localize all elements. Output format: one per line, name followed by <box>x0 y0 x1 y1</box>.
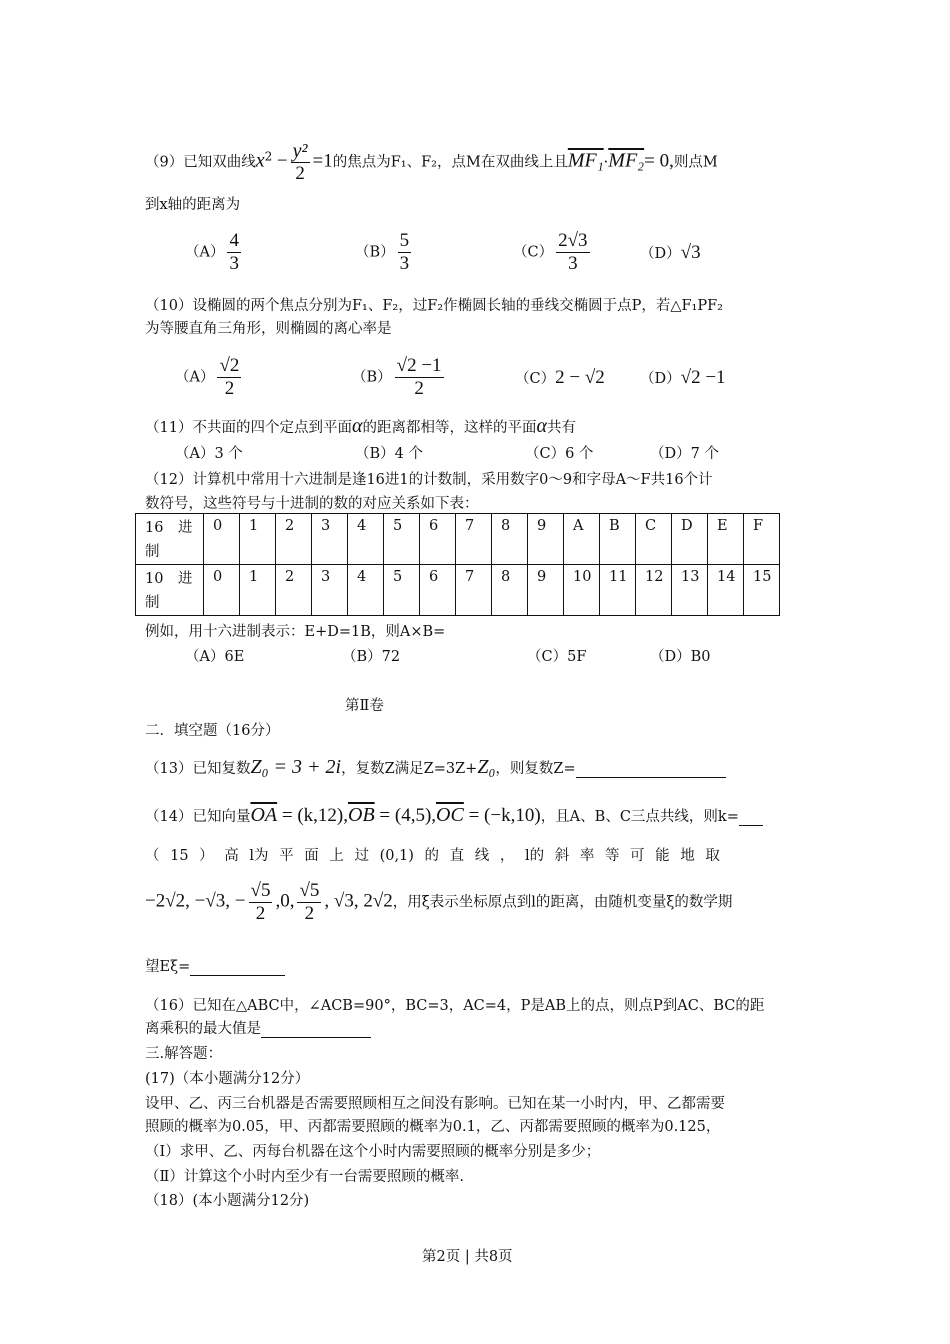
q18-title: （18）(本小题满分12分) <box>145 1193 310 1209</box>
table-cell: 3 <box>312 514 348 565</box>
q11-option-d: （D）7 个 <box>650 446 719 462</box>
q16-line1: （16）已知在△ABC中，∠ACB=90°，BC=3，AC=4，P是AB上的点，则点P到AC、BC的距 <box>145 998 765 1014</box>
table-cell: 4 <box>348 565 384 616</box>
table-cell: E <box>708 514 744 565</box>
section-heading: 二．填空题（16分） <box>145 723 280 739</box>
table-cell: 1 <box>240 514 276 565</box>
table-cell: 13 <box>672 565 708 616</box>
q16-line2: 离乘积的最大值是 <box>145 1017 371 1038</box>
table-cell: 10 <box>564 565 600 616</box>
q10-option-d: （D）√2 −1 <box>640 367 726 388</box>
q9-line1: （9）已知双曲线$x^2$ − $\frac{\text{y²}}{2}$ =1的焦点为F₁、F₂，点M在双曲线上且MF₁·MF₂= 0,则点M <box>145 140 718 184</box>
q10-line1: （10）设椭圆的两个焦点分别为F₁、F₂，过F₂作椭圆长轴的垂线交椭圆于点P，若△F₁PF₂ <box>145 298 723 314</box>
q12-line1: （12）计算机中常用十六进制是逢16进1的计数制，采用数字0～9和字母A～F共16个计 <box>145 472 713 488</box>
table-cell: C <box>636 514 672 565</box>
q15-line1: （ 15 ） 高 l为 平 面 上 过 (0,1) 的 直 线 ， l的 斜 率 等 可 能 地 取 <box>145 848 720 864</box>
table-cell: D <box>672 514 708 565</box>
q9-option-c: （C） $\frac{2√3}{3}$ <box>513 230 588 274</box>
row-header-decimal: 10 进制 <box>136 565 204 616</box>
q10-option-c: （C）2 − √2 <box>515 367 605 388</box>
table-cell: 8 <box>492 514 528 565</box>
table-cell: 1 <box>240 565 276 616</box>
section-title: 第Ⅱ卷 <box>345 698 384 714</box>
table-cell: 2 <box>276 514 312 565</box>
table-cell: B <box>600 514 636 565</box>
q17-line2: 照顾的概率为0.05，甲、丙都需要照顾的概率为0.1，乙、丙都需要照顾的概率为0.125， <box>145 1119 721 1135</box>
table-cell: 15 <box>744 565 780 616</box>
table-cell: 7 <box>456 565 492 616</box>
q17-part1: （Ⅰ）求甲、乙、丙每台机器在这个小时内需要照顾的概率分别是多少； <box>145 1144 601 1160</box>
q12-option-b: （B）72 <box>342 649 401 665</box>
q15-line3: 望Eξ= <box>145 955 285 976</box>
q13-line: （13）已知复数Z₀ = 3 + 2i，复数Z满足Z=3Z+Z₀，则复数Z= <box>145 756 726 779</box>
page-footer: 第2页 | 共8页 <box>422 1249 513 1265</box>
table-cell: 4 <box>348 514 384 565</box>
q9-option-d: （D）√3 <box>640 242 701 263</box>
table-cell: 9 <box>528 565 564 616</box>
q11-option-a: （A）3 个 <box>175 446 243 462</box>
table-cell: 0 <box>204 565 240 616</box>
table-row-decimal <box>136 565 780 616</box>
q12-line2: 数符号，这些符号与十进制的数的对应关系如下表： <box>145 496 479 512</box>
table-cell: F <box>744 514 780 565</box>
table-cell: 11 <box>600 565 636 616</box>
row-header-hex: 16 进制 <box>136 514 204 565</box>
table-cell: 8 <box>492 565 528 616</box>
table-cell: 9 <box>528 514 564 565</box>
table-cell: 6 <box>420 565 456 616</box>
q10-line2: 为等腰直角三角形，则椭圆的离心率是 <box>145 321 392 337</box>
section3-heading: 三.解答题： <box>145 1046 223 1062</box>
q17-title: (17)（本小题满分12分） <box>145 1071 310 1087</box>
q10-option-a: （A） $\frac{√2}{2}$ <box>175 355 240 399</box>
table-cell: 5 <box>384 514 420 565</box>
table-row-hex <box>136 514 780 565</box>
q12-option-d: （D）B0 <box>650 649 711 665</box>
q17-part2: （Ⅱ）计算这个小时内至少有一台需要照顾的概率. <box>145 1169 464 1185</box>
table-cell: 7 <box>456 514 492 565</box>
table-cell: 12 <box>636 565 672 616</box>
q15-line2: −2√2, −√3, − $\frac{√5}{2}$ ,0, $\frac{√5}{2}$ , √3, 2√2，用ξ表示坐标原点到l的距离，由随机变量ξ的数学期 <box>145 880 733 924</box>
q9-option-b: （B） $\frac{5}{3}$ <box>355 230 410 274</box>
q17-line1: 设甲、乙、丙三台机器是否需要照顾相互之间没有影响。已知在某一小时内，甲、乙都需要 <box>145 1096 725 1112</box>
q11-line1: （11）不共面的四个定点到平面α的距离都相等，这样的平面α共有 <box>145 415 576 437</box>
table-cell: 5 <box>384 565 420 616</box>
q14-line: （14）已知向量$\overline{OA} = (k,12),\overline{OB} = (4,5),\overline{OC} = (-k,10)$，且A、B、C三点共线，则k= <box>145 804 763 827</box>
table-cell: 14 <box>708 565 744 616</box>
q11-option-c: （C）6 个 <box>525 446 594 462</box>
hex-decimal-table <box>135 513 780 616</box>
table-cell: 6 <box>420 514 456 565</box>
q9-option-a: （A） $\frac{4}{3}$ <box>185 230 239 274</box>
table-cell: 2 <box>276 565 312 616</box>
q10-option-b: （B） $\frac{√2 -1}{2}$ <box>352 355 442 399</box>
q9-line2: 到x轴的距离为 <box>145 197 241 213</box>
q12-example: 例如，用十六进制表示：E+D=1B，则A×B= <box>145 624 446 640</box>
q12-option-c: （C）5F <box>527 649 587 665</box>
table-cell: A <box>564 514 600 565</box>
q12-option-a: （A）6E <box>185 649 245 665</box>
table-cell: 3 <box>312 565 348 616</box>
table-cell: 0 <box>204 514 240 565</box>
q11-option-b: （B）4 个 <box>355 446 423 462</box>
